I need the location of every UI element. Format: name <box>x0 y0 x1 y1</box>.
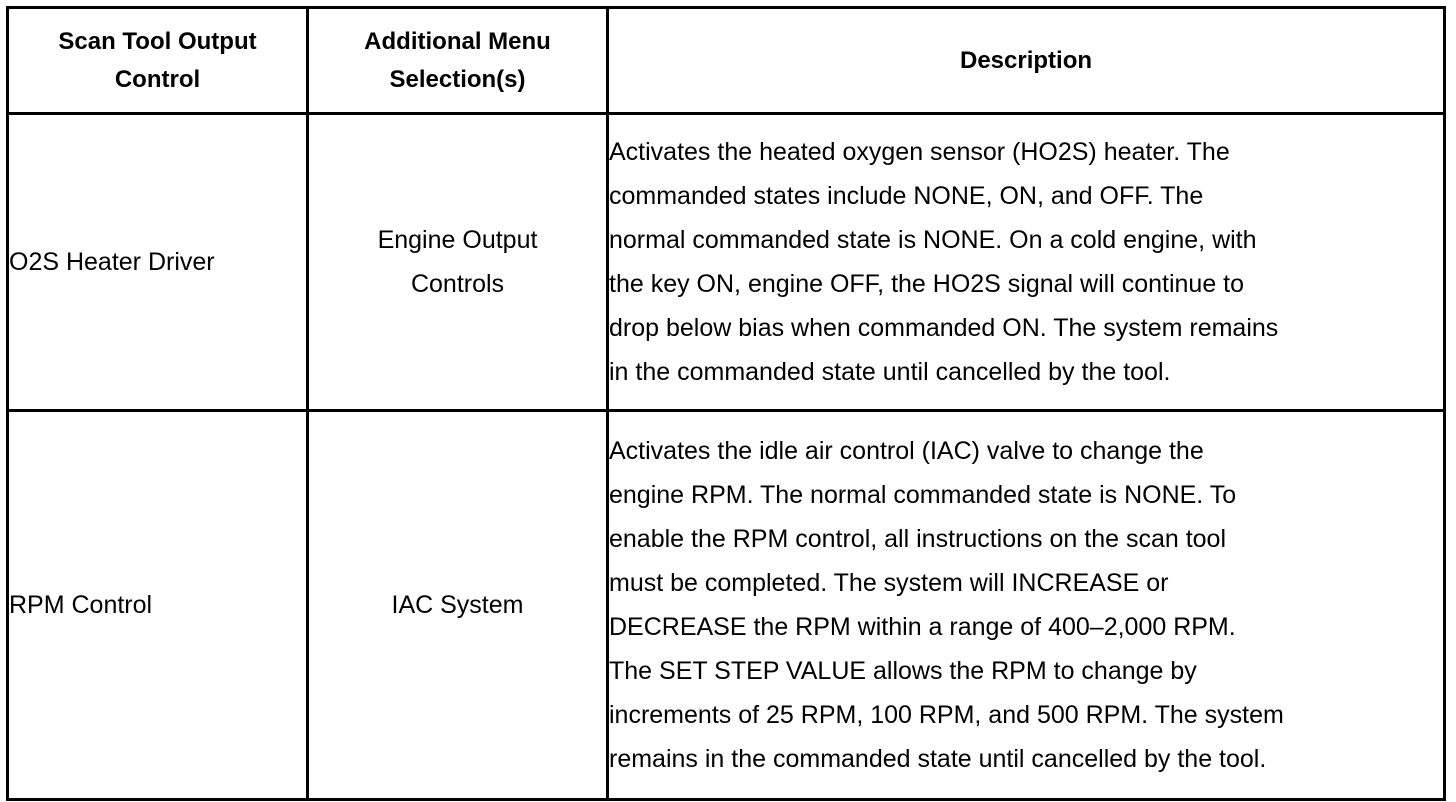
menu-line: IAC System <box>391 591 524 619</box>
description-line: DECREASE the RPM within a range of 400–2,000 RPM. <box>609 613 1236 641</box>
header-line: Selection(s) <box>389 65 526 93</box>
header-row <box>8 8 1445 114</box>
table-row <box>8 411 1445 800</box>
header-line: Control <box>114 65 201 93</box>
description-line: The SET STEP VALUE allows the RPM to change by <box>609 657 1197 685</box>
header-line: Additional Menu <box>364 27 551 55</box>
description-line: commanded states include NONE, ON, and OFF. The <box>609 182 1204 210</box>
header-description <box>608 8 1445 114</box>
description-line: the key ON, engine OFF, the HO2S signal will continue to <box>609 270 1245 298</box>
menu-line: Engine Output <box>377 226 538 254</box>
description-line: engine RPM. The normal commanded state is NONE. To <box>609 481 1237 509</box>
header-menu-selection <box>308 8 608 114</box>
description-line: normal commanded state is NONE. On a cold engine, with <box>609 226 1257 254</box>
menu-selection-cell <box>308 411 608 800</box>
description-line: must be completed. The system will INCREASE or <box>609 569 1169 597</box>
header-line: Description <box>959 46 1093 74</box>
description-cell <box>608 114 1445 411</box>
description-line: increments of 25 RPM, 100 RPM, and 500 RPM. The system <box>609 701 1284 729</box>
description-line: drop below bias when commanded ON. The system remains <box>609 314 1279 342</box>
description-line: in the commanded state until cancelled by the tool. <box>609 358 1171 386</box>
menu-line: Controls <box>410 270 505 298</box>
header-line: Scan Tool Output <box>58 27 257 55</box>
menu-selection-cell <box>308 114 608 411</box>
description-line: Activates the heated oxygen sensor (HO2S) heater. The <box>609 138 1230 166</box>
description-line: enable the RPM control, all instructions on the scan tool <box>609 525 1227 553</box>
output-controls-table <box>6 6 1446 801</box>
output-control-cell: O2S Heater Driver <box>8 114 308 411</box>
description-line: remains in the commanded state until cancelled by the tool. <box>609 745 1267 773</box>
table-row <box>8 114 1445 411</box>
output-control-cell: RPM Control <box>8 411 308 800</box>
description-cell <box>608 411 1445 800</box>
description-line: Activates the idle air control (IAC) valve to change the <box>609 437 1204 465</box>
header-output-control <box>8 8 308 114</box>
